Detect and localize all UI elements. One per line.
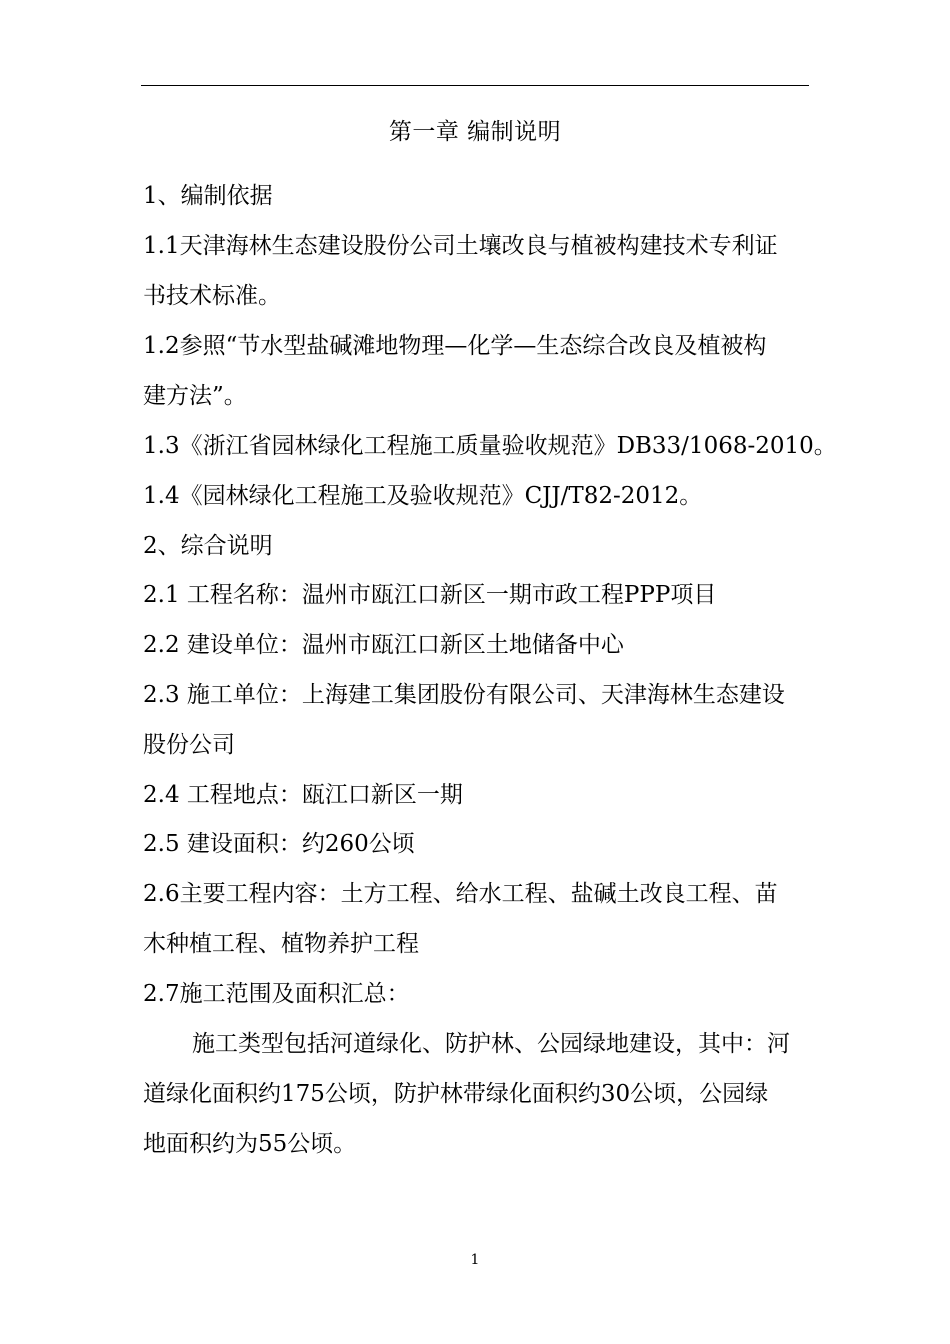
chapter-title: 第一章 编制说明 <box>388 119 562 145</box>
body-paragraph-line-3: 地面积约为55公顷。 <box>143 1131 357 1157</box>
header-rule <box>141 85 809 86</box>
paragraph-1-1-line-1: 1.1天津海林生态建设股份公司土壤改良与植被构建技术专利证 <box>143 233 778 259</box>
paragraph-1-2-line-1: 1.2参照“节水型盐碱滩地物理—化学—生态综合改良及植被构 <box>143 333 767 359</box>
paragraph-2-7: 2.7施工范围及面积汇总： <box>143 981 410 1007</box>
paragraph-2-2: 2.2 建设单位：温州市瓯江口新区土地储备中心 <box>143 632 624 658</box>
page-number: 1 <box>470 1252 480 1268</box>
body-paragraph-line-2: 道绿化面积约175公顷，防护林带绿化面积约30公顷，公园绿 <box>143 1081 769 1107</box>
paragraph-2-5: 2.5 建设面积：约260公顷 <box>143 831 415 857</box>
body-paragraph-line-1: 施工类型包括河道绿化、防护林、公园绿地建设，其中：河 <box>192 1031 790 1057</box>
section-heading-basis: 1、编制依据 <box>143 183 273 209</box>
section-heading-summary: 2、综合说明 <box>143 533 273 559</box>
paragraph-1-3: 1.3《浙江省园林绿化工程施工质量验收规范》DB33/1068-2010。 <box>143 433 837 459</box>
paragraph-1-2-line-2: 建方法”。 <box>143 383 247 409</box>
paragraph-2-6-line-1: 2.6主要工程内容：土方工程、给水工程、盐碱土改良工程、苗 <box>143 881 778 907</box>
paragraph-2-4: 2.4 工程地点：瓯江口新区一期 <box>143 782 463 808</box>
paragraph-1-1-line-2: 书技术标准。 <box>143 283 281 309</box>
paragraph-2-3-line-1: 2.3 施工单位：上海建工集团股份有限公司、天津海林生态建设 <box>143 682 785 708</box>
paragraph-1-4: 1.4《园林绿化工程施工及验收规范》CJJ/T82-2012。 <box>143 483 703 509</box>
paragraph-2-3-line-2: 股份公司 <box>143 732 235 758</box>
paragraph-2-6-line-2: 木种植工程、植物养护工程 <box>143 931 419 957</box>
paragraph-2-1: 2.1 工程名称：温州市瓯江口新区一期市政工程PPP项目 <box>143 582 717 608</box>
